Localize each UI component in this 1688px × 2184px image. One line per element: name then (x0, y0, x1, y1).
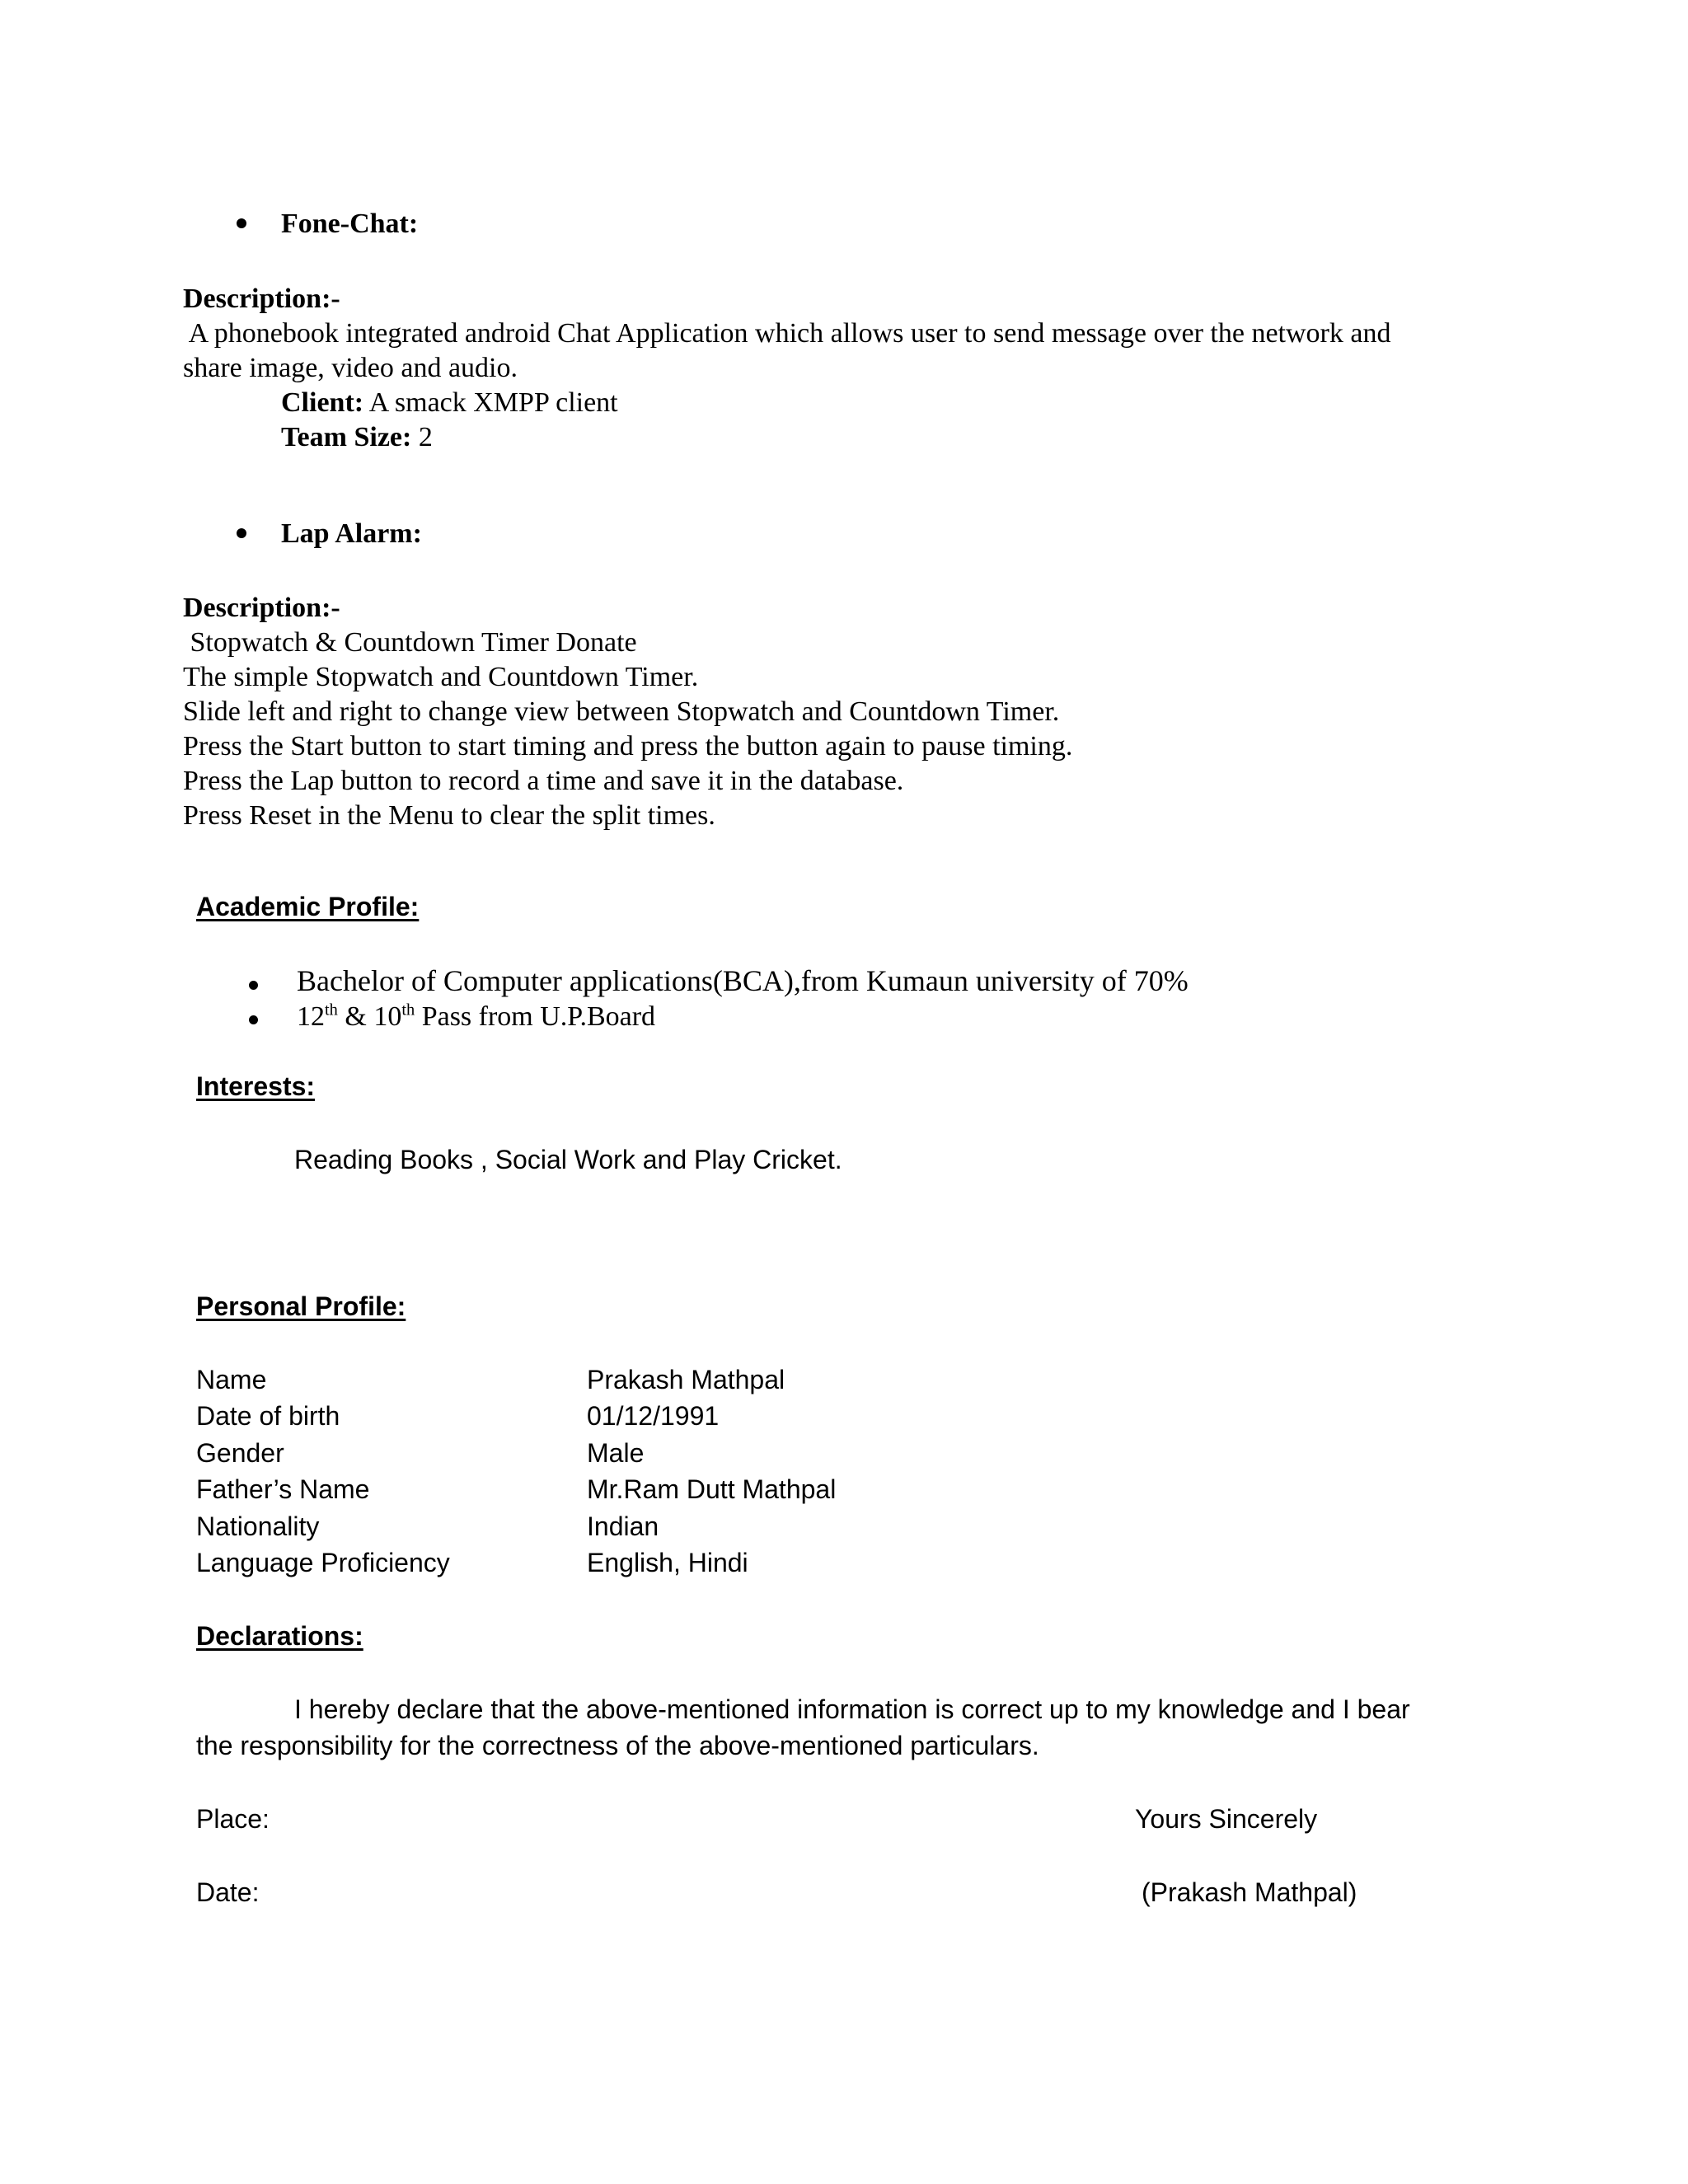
academic-item (297, 1001, 655, 1033)
description-label: Description:- (183, 593, 340, 623)
description-line: Press Reset in the Menu to clear the split times. (183, 800, 715, 831)
personal-label: Date of birth (196, 1401, 340, 1431)
section-heading: Interests: (196, 1071, 316, 1101)
grade-12: 12 (297, 1001, 325, 1032)
personal-label: Name (196, 1365, 267, 1394)
team-size-line (281, 421, 433, 453)
superscript: th (325, 1001, 338, 1019)
client-value: A smack XMPP client (363, 387, 618, 418)
description-line: share image, video and audio. (183, 353, 518, 383)
team-size-value: 2 (411, 422, 433, 452)
description-line: Press the Start button to start timing and press the button again to pause timing. (183, 731, 1073, 762)
personal-label: Nationality (196, 1511, 320, 1541)
bullet-icon (249, 1015, 258, 1024)
section-heading: Declarations: (196, 1621, 363, 1651)
section-heading: Academic Profile: (196, 892, 420, 921)
personal-value: Indian (587, 1511, 659, 1541)
client-label: Client: (281, 387, 364, 418)
bullet-icon (237, 218, 246, 228)
team-size-label: Team Size: (281, 422, 412, 452)
personal-label: Gender (196, 1438, 284, 1468)
personal-value: Mr.Ram Dutt Mathpal (587, 1474, 837, 1504)
declaration-text: I hereby declare that the above-mentioned information is correct up to my knowledge and I bear (294, 1694, 1410, 1724)
description-line: Slide left and right to change view between Stopwatch and Countdown Timer. (183, 696, 1060, 727)
interests-text: Reading Books , Social Work and Play Cricket. (294, 1145, 842, 1174)
description-line: A phonebook integrated android Chat Application which allows user to send message over the network and (183, 318, 1391, 349)
client-line (281, 387, 618, 419)
superscript: th (401, 1001, 415, 1019)
description-line: Stopwatch & Countdown Timer Donate (183, 627, 637, 658)
place-label: Place: (196, 1804, 270, 1834)
declaration-text: the responsibility for the correctness of the above-mentioned particulars. (196, 1731, 1039, 1760)
personal-label: Father’s Name (196, 1474, 370, 1504)
personal-value: Prakash Mathpal (587, 1365, 785, 1394)
grade-10: & 10 (337, 1001, 402, 1032)
section-heading: Personal Profile: (196, 1291, 406, 1321)
personal-value: 01/12/1991 (587, 1401, 720, 1431)
project-title: Lap Alarm: (281, 518, 422, 549)
bullet-icon (249, 981, 258, 990)
bullet-icon (237, 528, 246, 538)
description-line: Press the Lap button to record a time and save it in the database. (183, 766, 904, 796)
personal-value: Male (587, 1438, 645, 1468)
personal-label: Language Proficiency (196, 1548, 450, 1577)
academic-item: Bachelor of Computer applications(BCA),from Kumaun university of 70% (297, 964, 1189, 997)
description-label: Description:- (183, 284, 340, 314)
signature-name: (Prakash Mathpal) (1142, 1877, 1357, 1907)
personal-value: English, Hindi (587, 1548, 748, 1577)
board-text: Pass from U.P.Board (415, 1001, 656, 1032)
date-label: Date: (196, 1877, 260, 1907)
project-title: Fone-Chat: (281, 209, 419, 239)
closing-text: Yours Sincerely (1135, 1804, 1318, 1834)
description-line: The simple Stopwatch and Countdown Timer. (183, 662, 699, 692)
